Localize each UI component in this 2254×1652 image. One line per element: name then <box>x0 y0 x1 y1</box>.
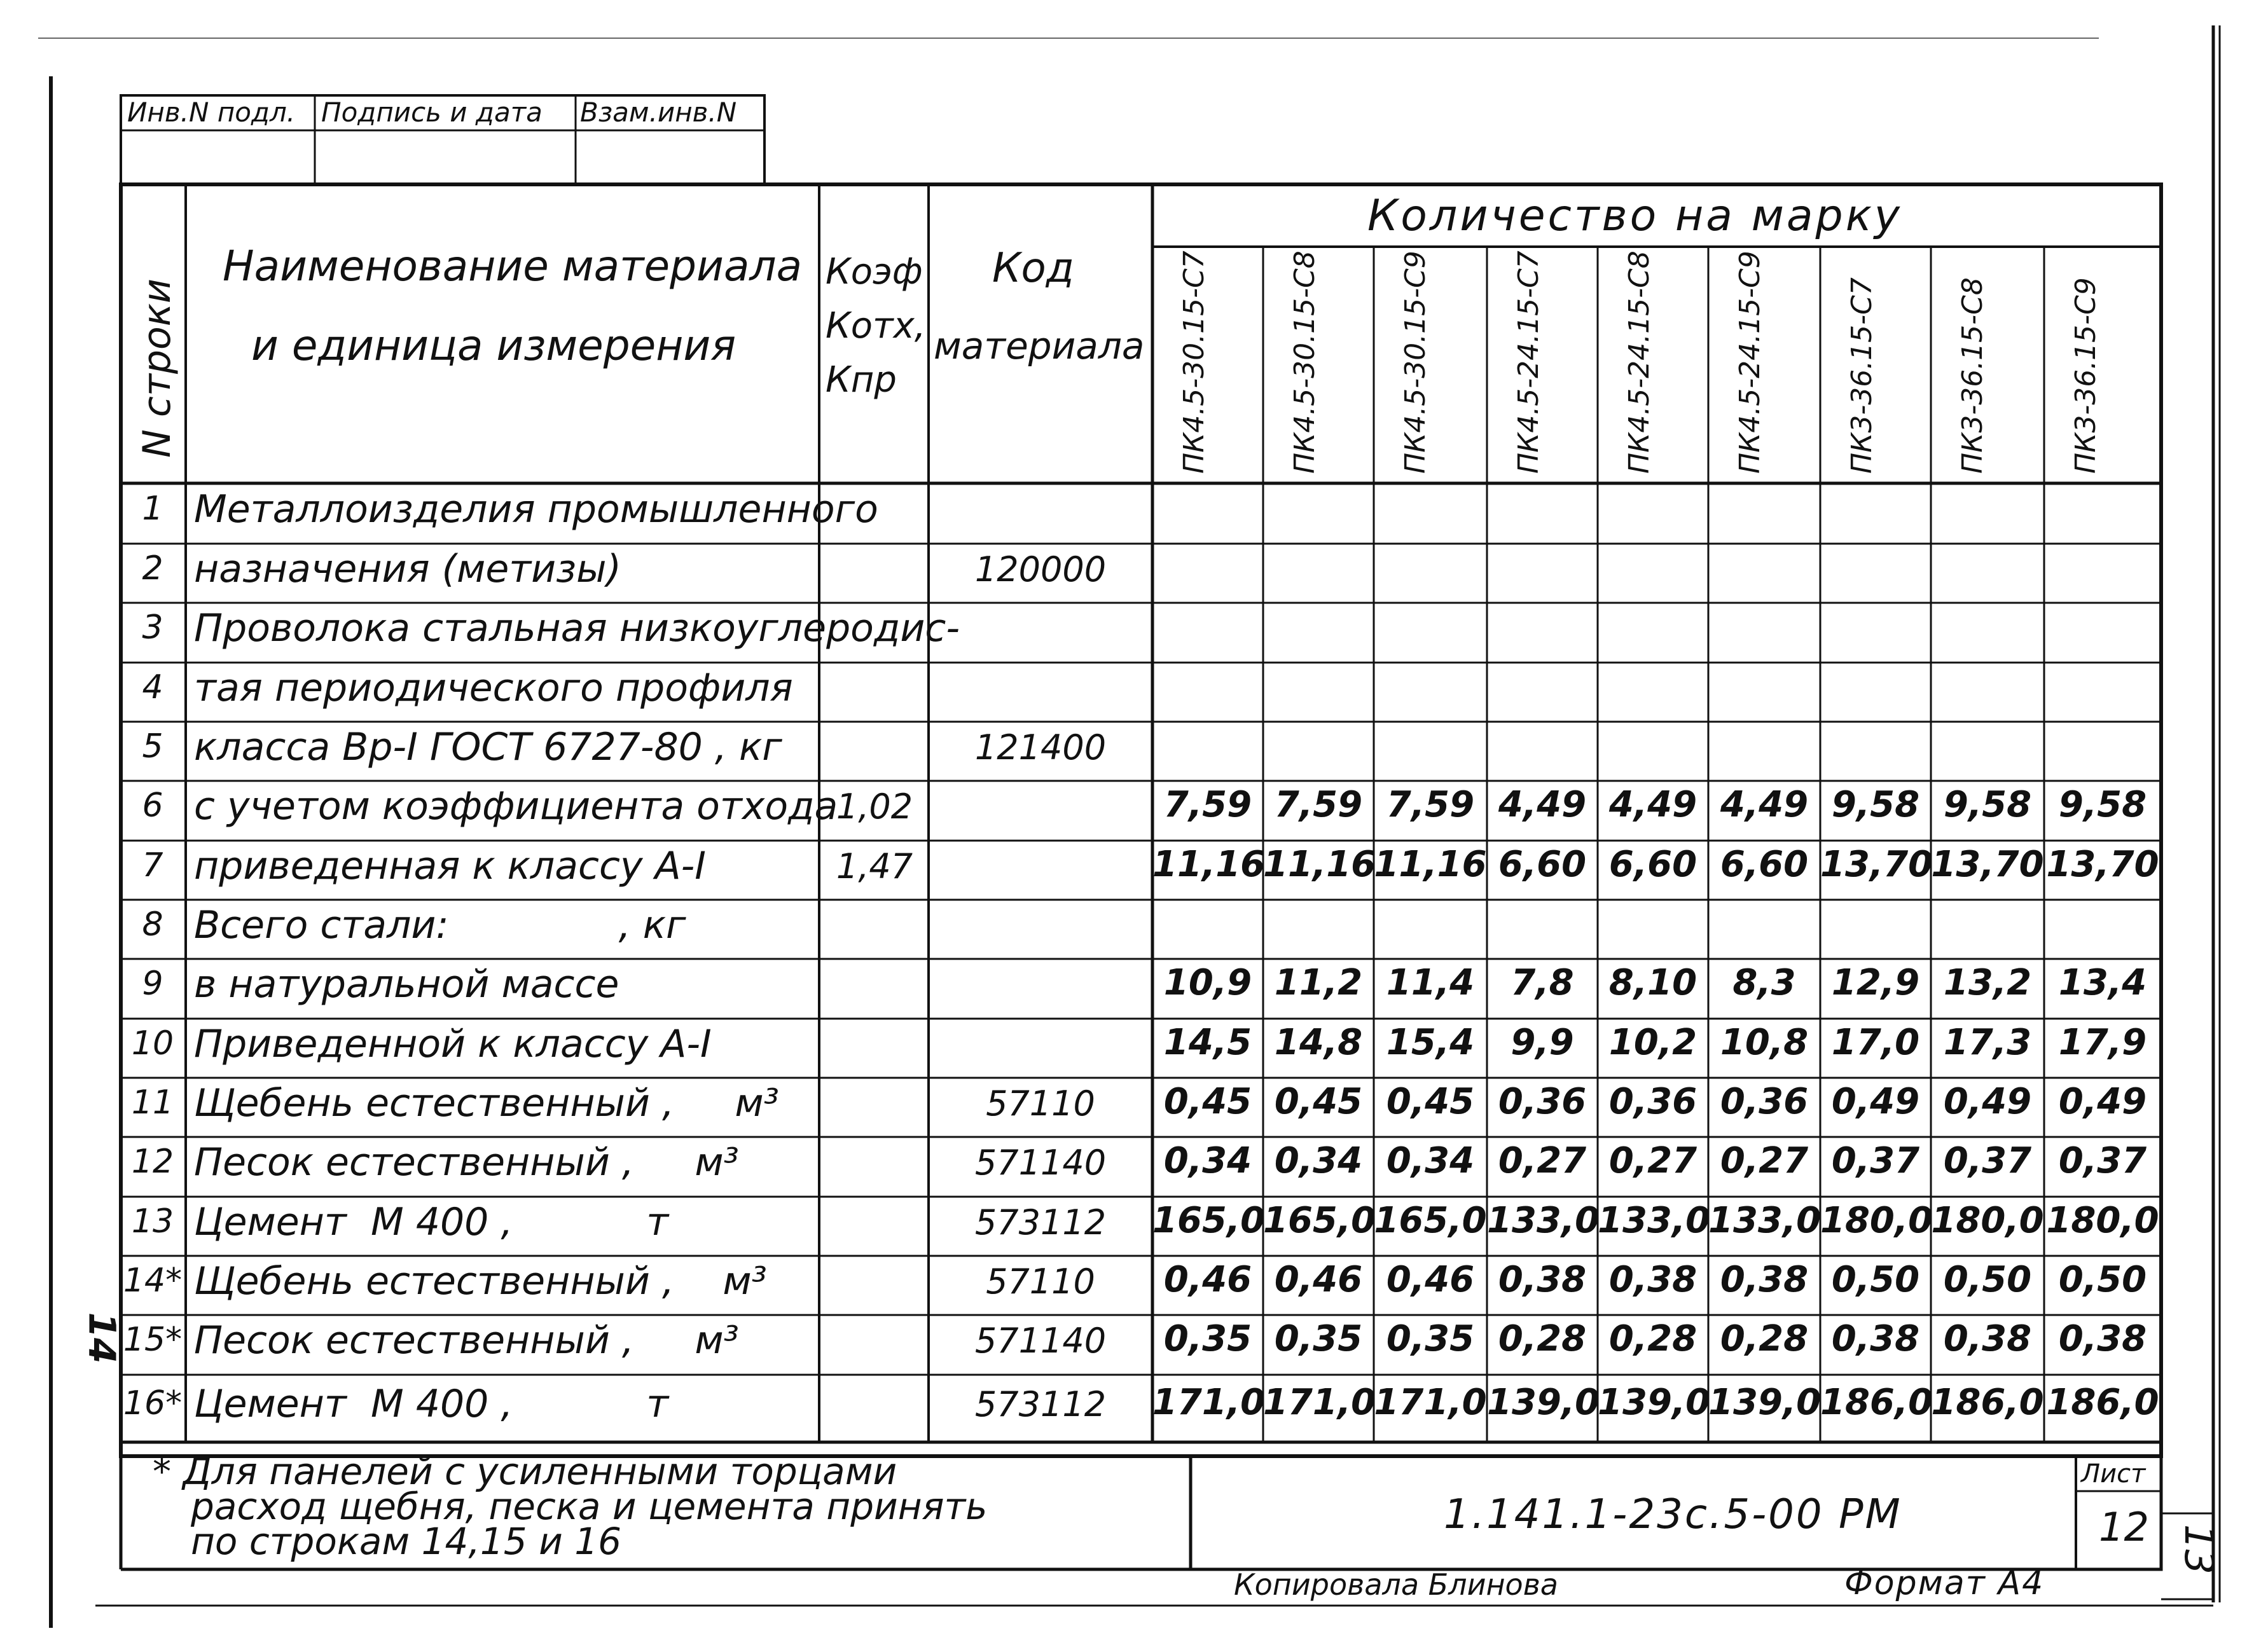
qty-cell: 0,45 <box>1274 1080 1363 1122</box>
row-material-name: приведенная к классу А-I <box>194 843 706 888</box>
row-number: 6 <box>142 787 163 825</box>
row-number: 5 <box>142 727 163 766</box>
row-number: 13 <box>131 1202 174 1241</box>
doc-code: 1.141.1-23с.5-00 РМ <box>1444 1491 1902 1538</box>
qty-cell: 0,34 <box>1163 1140 1252 1181</box>
qty-cell: 180,0 <box>1820 1199 1933 1241</box>
copied-by: Копировала Блинова <box>1234 1567 1558 1602</box>
qty-cell: 4,49 <box>1498 784 1587 825</box>
row-material-name: Приведенной к классу А-I <box>194 1021 712 1066</box>
qty-cell: 180,0 <box>1931 1199 2044 1241</box>
mark-header-1: ПК4.5-30.15-С7 <box>1178 251 1210 474</box>
qty-cell: 0,28 <box>1498 1318 1587 1359</box>
row-coefficient: 1,47 <box>836 846 913 886</box>
stamp-sign-label: Подпись и дата <box>321 97 543 128</box>
header-code-line1: Код <box>992 245 1074 292</box>
qty-cell: 0,34 <box>1386 1140 1475 1181</box>
qty-cell: 7,59 <box>1274 784 1363 825</box>
qty-cell: 0,45 <box>1163 1080 1252 1122</box>
qty-cell: 10,8 <box>1720 1021 1809 1063</box>
qty-cell: 0,27 <box>1608 1140 1697 1181</box>
qty-cell: 0,35 <box>1163 1318 1252 1359</box>
qty-cell: 0,36 <box>1498 1080 1587 1122</box>
header-coef-line2: Котх, <box>826 305 926 347</box>
mark-header-2: ПК4.5-30.15-С8 <box>1289 251 1321 474</box>
row-material-code: 571140 <box>974 1143 1107 1183</box>
sheet-label: Лист <box>2081 1459 2146 1489</box>
qty-cell: 11,16 <box>1374 843 1487 885</box>
header-qty: Количество на марку <box>1367 191 1903 241</box>
row-number: 16* <box>123 1384 183 1422</box>
qty-cell: 0,37 <box>1831 1140 1920 1181</box>
qty-cell: 0,45 <box>1386 1080 1475 1122</box>
qty-cell: 0,27 <box>1498 1140 1587 1181</box>
left-margin-note: 14 <box>80 1312 124 1364</box>
mark-header-9: ПК3-36.15-С9 <box>2070 277 2102 474</box>
footnote-line3: по строкам 14,15 и 16 <box>191 1520 621 1563</box>
row-number: 14* <box>123 1261 183 1300</box>
qty-cell: 4,49 <box>1720 784 1809 825</box>
qty-cell: 0,35 <box>1274 1318 1363 1359</box>
qty-cell: 6,60 <box>1608 843 1697 885</box>
qty-cell: 171,0 <box>1152 1382 1266 1423</box>
qty-cell: 7,8 <box>1511 962 1574 1003</box>
row-number: 11 <box>131 1083 174 1122</box>
header-coef-line3: Кпр <box>826 359 897 401</box>
stamp-inv-label: Инв.N подл. <box>127 97 296 128</box>
qty-cell: 0,36 <box>1608 1080 1697 1122</box>
qty-cell: 139,0 <box>1598 1382 1711 1423</box>
row-material-code: 121400 <box>974 727 1107 767</box>
row-number: 4 <box>142 668 163 706</box>
mark-header-3: ПК4.5-30.15-С9 <box>1399 251 1432 474</box>
row-material-name: класса Вр-I ГОСТ 6727-80 , кг <box>194 724 782 769</box>
header-code-line2: материала <box>934 324 1145 368</box>
row-material-name: Щебень естественный , м³ <box>194 1080 779 1125</box>
mark-header-6: ПК4.5-24.15-С9 <box>1734 251 1766 474</box>
mark-header-7: ПК3-36.15-С7 <box>1846 277 1878 474</box>
row-number: 15* <box>123 1321 183 1359</box>
row-material-name: Проволока стальная низкоуглеродис- <box>194 606 960 650</box>
qty-cell: 0,28 <box>1720 1318 1809 1359</box>
row-material-code: 571140 <box>974 1321 1107 1361</box>
qty-cell: 0,35 <box>1386 1318 1475 1359</box>
qty-cell: 0,38 <box>1943 1318 2032 1359</box>
qty-cell: 165,0 <box>1263 1199 1376 1241</box>
row-material-code: 57110 <box>986 1261 1095 1302</box>
qty-cell: 15,4 <box>1386 1021 1475 1063</box>
qty-cell: 17,3 <box>1943 1021 2032 1063</box>
qty-cell: 133,0 <box>1598 1199 1711 1241</box>
row-number: 7 <box>142 846 163 885</box>
qty-cell: 0,38 <box>1831 1318 1920 1359</box>
row-material-code: 573112 <box>974 1202 1107 1242</box>
row-material-name: с учетом коэффициента отхода <box>194 784 838 829</box>
qty-cell: 0,50 <box>2058 1258 2147 1300</box>
qty-cell: 6,60 <box>1720 843 1809 885</box>
qty-cell: 13,2 <box>1943 962 2032 1003</box>
row-material-name: Щебень естественный , м³ <box>194 1258 767 1304</box>
qty-cell: 0,27 <box>1720 1140 1809 1181</box>
qty-cell: 14,8 <box>1274 1021 1363 1063</box>
qty-cell: 7,59 <box>1386 784 1475 825</box>
row-material-name: Цемент М 400 , т <box>194 1199 669 1244</box>
qty-cell: 0,36 <box>1720 1080 1809 1122</box>
qty-cell: 0,28 <box>1608 1318 1697 1359</box>
qty-cell: 11,16 <box>1263 843 1376 885</box>
row-material-name: в натуральной массе <box>194 962 619 1007</box>
row-material-name: Цемент М 400 , т <box>194 1382 669 1426</box>
row-coefficient: 1,02 <box>836 787 913 827</box>
header-name-line1: Наименование материала <box>223 242 803 291</box>
qty-cell: 13,70 <box>1931 843 2044 885</box>
qty-cell: 9,58 <box>2058 784 2147 825</box>
qty-cell: 0,38 <box>2058 1318 2147 1359</box>
qty-cell: 0,46 <box>1274 1258 1363 1300</box>
qty-cell: 13,4 <box>2058 962 2147 1003</box>
qty-cell: 186,0 <box>1820 1382 1933 1423</box>
qty-cell: 0,46 <box>1163 1258 1252 1300</box>
sheet-number: 12 <box>2099 1504 2149 1550</box>
qty-cell: 10,9 <box>1163 962 1252 1003</box>
qty-cell: 6,60 <box>1498 843 1587 885</box>
row-number: 8 <box>142 905 163 944</box>
qty-cell: 10,2 <box>1608 1021 1697 1063</box>
qty-cell: 133,0 <box>1487 1199 1600 1241</box>
qty-cell: 7,59 <box>1163 784 1252 825</box>
qty-cell: 8,10 <box>1608 962 1697 1003</box>
qty-cell: 9,9 <box>1511 1021 1574 1063</box>
header-name-line2: и единица измерения <box>251 321 736 370</box>
qty-cell: 13,70 <box>1820 843 1933 885</box>
stamp-vzam-label: Взам.инв.N <box>580 97 737 128</box>
row-number: 9 <box>142 965 163 1003</box>
qty-cell: 0,49 <box>2058 1080 2147 1122</box>
qty-cell: 17,9 <box>2058 1021 2147 1063</box>
qty-cell: 139,0 <box>1487 1382 1600 1423</box>
qty-cell: 9,58 <box>1943 784 2032 825</box>
qty-cell: 17,0 <box>1831 1021 1920 1063</box>
row-number: 12 <box>131 1143 174 1181</box>
footnote-line2: расход щебня, песка и цемента принять <box>191 1485 988 1528</box>
qty-cell: 0,46 <box>1386 1258 1475 1300</box>
row-number: 3 <box>142 609 163 647</box>
qty-cell: 0,37 <box>1943 1140 2032 1181</box>
row-material-name: Песок естественный , м³ <box>194 1140 739 1185</box>
qty-cell: 11,4 <box>1386 962 1475 1003</box>
qty-cell: 0,49 <box>1831 1080 1920 1122</box>
qty-cell: 12,9 <box>1831 962 1920 1003</box>
qty-cell: 0,49 <box>1943 1080 2032 1122</box>
qty-cell: 4,49 <box>1608 784 1697 825</box>
qty-cell: 133,0 <box>1708 1199 1822 1241</box>
qty-cell: 171,0 <box>1263 1382 1376 1423</box>
row-number: 2 <box>142 549 163 588</box>
mark-header-8: ПК3-36.15-С8 <box>1956 277 1989 474</box>
qty-cell: 0,37 <box>2058 1140 2147 1181</box>
qty-cell: 139,0 <box>1708 1382 1822 1423</box>
row-material-name: Песок естественный , м³ <box>194 1318 739 1363</box>
qty-cell: 0,38 <box>1498 1258 1587 1300</box>
row-material-code: 573112 <box>974 1384 1107 1424</box>
row-material-name: тая периодического профиля <box>194 665 793 710</box>
qty-cell: 0,34 <box>1274 1140 1363 1181</box>
qty-cell: 0,38 <box>1720 1258 1809 1300</box>
mark-header-5: ПК4.5-24.15-С8 <box>1623 251 1656 474</box>
qty-cell: 186,0 <box>2046 1382 2159 1423</box>
qty-cell: 14,5 <box>1163 1021 1252 1063</box>
row-material-code: 120000 <box>974 549 1107 589</box>
qty-cell: 0,50 <box>1831 1258 1920 1300</box>
row-material-name: Металлоизделия промышленного <box>194 486 878 532</box>
row-material-code: 57110 <box>986 1083 1095 1124</box>
qty-cell: 11,16 <box>1152 843 1266 885</box>
row-number: 1 <box>142 489 163 528</box>
qty-cell: 0,38 <box>1608 1258 1697 1300</box>
qty-cell: 11,2 <box>1274 962 1363 1003</box>
row-material-name: Всего стали: , кг <box>194 902 686 947</box>
row-material-name: назначения (метизы) <box>194 546 621 591</box>
qty-cell: 180,0 <box>2046 1199 2159 1241</box>
qty-cell: 165,0 <box>1374 1199 1487 1241</box>
page-corner-number: 13 <box>2175 1524 2222 1574</box>
qty-cell: 8,3 <box>1732 962 1796 1003</box>
row-number: 10 <box>131 1024 174 1063</box>
header-row-no: N строки <box>135 279 179 458</box>
qty-cell: 171,0 <box>1374 1382 1487 1423</box>
qty-cell: 13,70 <box>2046 843 2159 885</box>
qty-cell: 165,0 <box>1152 1199 1266 1241</box>
qty-cell: 9,58 <box>1831 784 1920 825</box>
header-coef-line1: Коэф <box>826 251 923 293</box>
mark-header-4: ПК4.5-24.15-С7 <box>1512 251 1545 474</box>
qty-cell: 0,50 <box>1943 1258 2032 1300</box>
footnote-line1: * Для панелей с усиленными торцами <box>153 1450 897 1493</box>
qty-cell: 186,0 <box>1931 1382 2044 1423</box>
format-label: Формат А4 <box>1844 1564 2045 1602</box>
